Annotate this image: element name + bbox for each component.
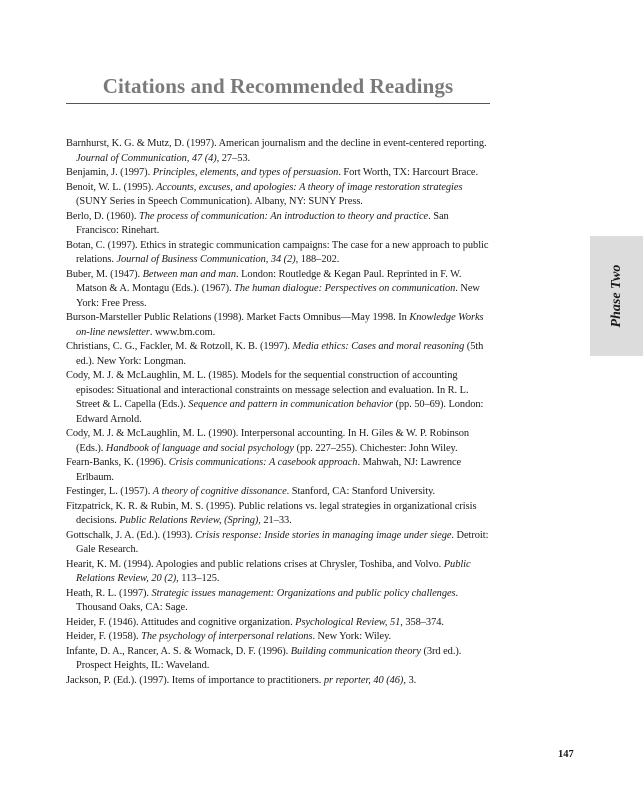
reference-text: 27–53. bbox=[219, 152, 251, 164]
reference-text: Fitzpatrick, K. R. & Rubin, M. S. (1995). Public relations vs. legal strategies in organizational crisis decisions. bbox=[66, 500, 477, 526]
reference-text: . London: Routledge & Kegan Paul. Reprinted in F. W. Matson & A. Montagu (Eds.). (1967). bbox=[76, 268, 462, 294]
reference-text: Berlo, D. (1960). bbox=[66, 210, 139, 222]
reference-entry bbox=[66, 311, 490, 340]
reference-entry bbox=[66, 674, 490, 689]
title-rule bbox=[66, 103, 490, 104]
reference-entry bbox=[66, 268, 490, 312]
section-tab-label: Phase Two bbox=[608, 264, 624, 328]
reference-entry bbox=[66, 427, 490, 456]
reference-text: (pp. 50–69). London: Edward Arnold. bbox=[76, 399, 484, 425]
reference-text: . Fort Worth, TX: Harcourt Brace. bbox=[338, 167, 478, 178]
reference-title: Media ethics: Cases and moral reasoning bbox=[292, 341, 465, 352]
reference-entry bbox=[66, 210, 490, 239]
reference-text: Benjamin, J. (1997). bbox=[66, 167, 153, 178]
reference-title: Handbook of language and social psychology bbox=[105, 442, 294, 454]
reference-text: Gottschalk, J. A. (Ed.). (1993). bbox=[66, 529, 196, 541]
reference-text: (5th ed.). New York: Longman. bbox=[76, 341, 484, 367]
reference-title: A theory of cognitive dissonance bbox=[152, 486, 287, 497]
reference-title: Journal of Business Communication, 34 (2), bbox=[116, 254, 299, 265]
reference-title: The psychology of interpersonal relations bbox=[141, 631, 313, 642]
reference-text: Botan, C. (1997). Ethics in strategic communication campaigns: The case for a new approach to public relations. bbox=[66, 239, 489, 265]
reference-entry bbox=[66, 558, 490, 587]
reference-title: Between man and man bbox=[142, 268, 237, 280]
reference-title: pr reporter, 40 (46), bbox=[323, 674, 406, 686]
reference-entry bbox=[66, 456, 490, 485]
reference-title: The human dialogue: Perspectives on communication bbox=[234, 283, 456, 294]
reference-text: Barnhurst, K. G. & Mutz, D. (1997). American journalism and the decline in event-centered reporting. bbox=[66, 138, 487, 149]
reference-entry bbox=[66, 485, 490, 500]
reference-text: . San Francisco: Rinehart. bbox=[76, 210, 449, 236]
reference-text: . New York: Free Press. bbox=[76, 283, 480, 309]
reference-text: Heath, R. L. (1997). bbox=[66, 587, 152, 599]
section-tab bbox=[590, 236, 643, 356]
reference-entry bbox=[66, 239, 490, 268]
reference-text: Heider, F. (1958). bbox=[66, 631, 142, 642]
reference-text: 3. bbox=[405, 674, 417, 686]
reference-entry bbox=[66, 630, 490, 645]
reference-title: Journal of Communication, 47 (4), bbox=[76, 152, 220, 164]
reference-title: Strategic issues management: Organizations and public policy challenges bbox=[151, 587, 456, 599]
reference-entry bbox=[66, 369, 490, 427]
reference-text: 188–202. bbox=[298, 254, 340, 265]
reference-title: Crisis communications: A casebook approach bbox=[168, 457, 358, 468]
reference-text: . New York: Wiley. bbox=[312, 631, 392, 642]
reference-title: The process of communication: An introduction to theory and practice bbox=[138, 210, 429, 222]
reference-entry bbox=[66, 500, 490, 529]
reference-text: . www.bm.com. bbox=[149, 326, 216, 338]
reference-text: Hearit, K. M. (1994). Apologies and public relations crises at Chrysler, Toshiba, and Volvo. bbox=[66, 558, 444, 570]
reference-text: Jackson, P. (Ed.). (1997). Items of importance to practitioners. bbox=[66, 674, 324, 686]
reference-text: 113–125. bbox=[178, 573, 220, 584]
reference-entry bbox=[66, 137, 490, 166]
reference-text: Fearn-Banks, K. (1996). bbox=[66, 457, 169, 468]
reference-text: (pp. 227–255). Chichester: John Wiley. bbox=[293, 442, 458, 454]
reference-text: Buber, M. (1947). bbox=[66, 268, 143, 280]
reference-entry bbox=[66, 181, 490, 210]
reference-text: Cody, M. J. & McLaughlin, M. L. (1990). Interpersonal accounting. In H. Giles & W. P. Robinson (Eds.). bbox=[66, 428, 469, 454]
reference-text: (3rd ed.). Prospect Heights, IL: Waveland. bbox=[76, 645, 462, 671]
reference-text: Cody, M. J. & McLaughlin, M. L. (1985). Models for the sequential construction of accounting episodes: Situational and interactional constraints on message selection and evaluation. In R. L. Street & L. Capella (Eds.). bbox=[66, 370, 469, 410]
reference-title: Knowledge Works on-line newsletter bbox=[76, 312, 484, 338]
reference-title: Sequence and pattern in communication behavior bbox=[188, 399, 393, 410]
reference-entry bbox=[66, 340, 490, 369]
reference-text: (SUNY Series in Speech Communication). Albany, NY: SUNY Press. bbox=[76, 196, 363, 207]
reference-text: 358–374. bbox=[402, 616, 444, 628]
page-number: 147 bbox=[558, 749, 574, 760]
reference-entry bbox=[66, 616, 490, 631]
reference-title: Principles, elements, and types of persuasion bbox=[152, 167, 339, 178]
reference-entry bbox=[66, 587, 490, 616]
reference-text: Infante, D. A., Rancer, A. S. & Womack, D. F. (1996). bbox=[66, 645, 291, 657]
reference-entry bbox=[66, 645, 490, 674]
reference-list bbox=[66, 137, 490, 688]
page-title: Citations and Recommended Readings bbox=[102, 74, 454, 98]
reference-text: . Stanford, CA: Stanford University. bbox=[286, 486, 436, 497]
reference-text: . Mahwah, NJ: Lawrence Erlbaum. bbox=[76, 457, 462, 483]
reference-text: Festinger, L. (1957). bbox=[66, 486, 153, 497]
reference-text: Benoit, W. L. (1995). bbox=[66, 181, 157, 193]
reference-text: Christians, C. G., Fackler, M. & Rotzoll, K. B. (1997). bbox=[66, 341, 293, 352]
reference-title: Accounts, excuses, and apologies: A theory of image restoration strategies bbox=[156, 181, 463, 193]
reference-title: Psychological Review, 51, bbox=[295, 616, 403, 628]
reference-text: Burson-Marsteller Public Relations (1998). Market Facts Omnibus—May 1998. In bbox=[66, 312, 410, 323]
reference-text: . Thousand Oaks, CA: Sage. bbox=[76, 587, 459, 613]
reference-text: Heider, F. (1946). Attitudes and cognitive organization. bbox=[66, 616, 296, 628]
reference-text: . Detroit: Gale Research. bbox=[76, 529, 489, 555]
reference-title: Crisis response: Inside stories in managing image under siege bbox=[195, 529, 452, 541]
reference-title: Public Relations Review, (Spring), bbox=[119, 515, 261, 526]
reference-entry bbox=[66, 529, 490, 558]
reference-title: Public Relations Review, 20 (2), bbox=[76, 558, 471, 584]
reference-entry bbox=[66, 166, 490, 181]
reference-text: 21–33. bbox=[260, 515, 292, 526]
reference-title: Building communication theory bbox=[290, 645, 421, 657]
